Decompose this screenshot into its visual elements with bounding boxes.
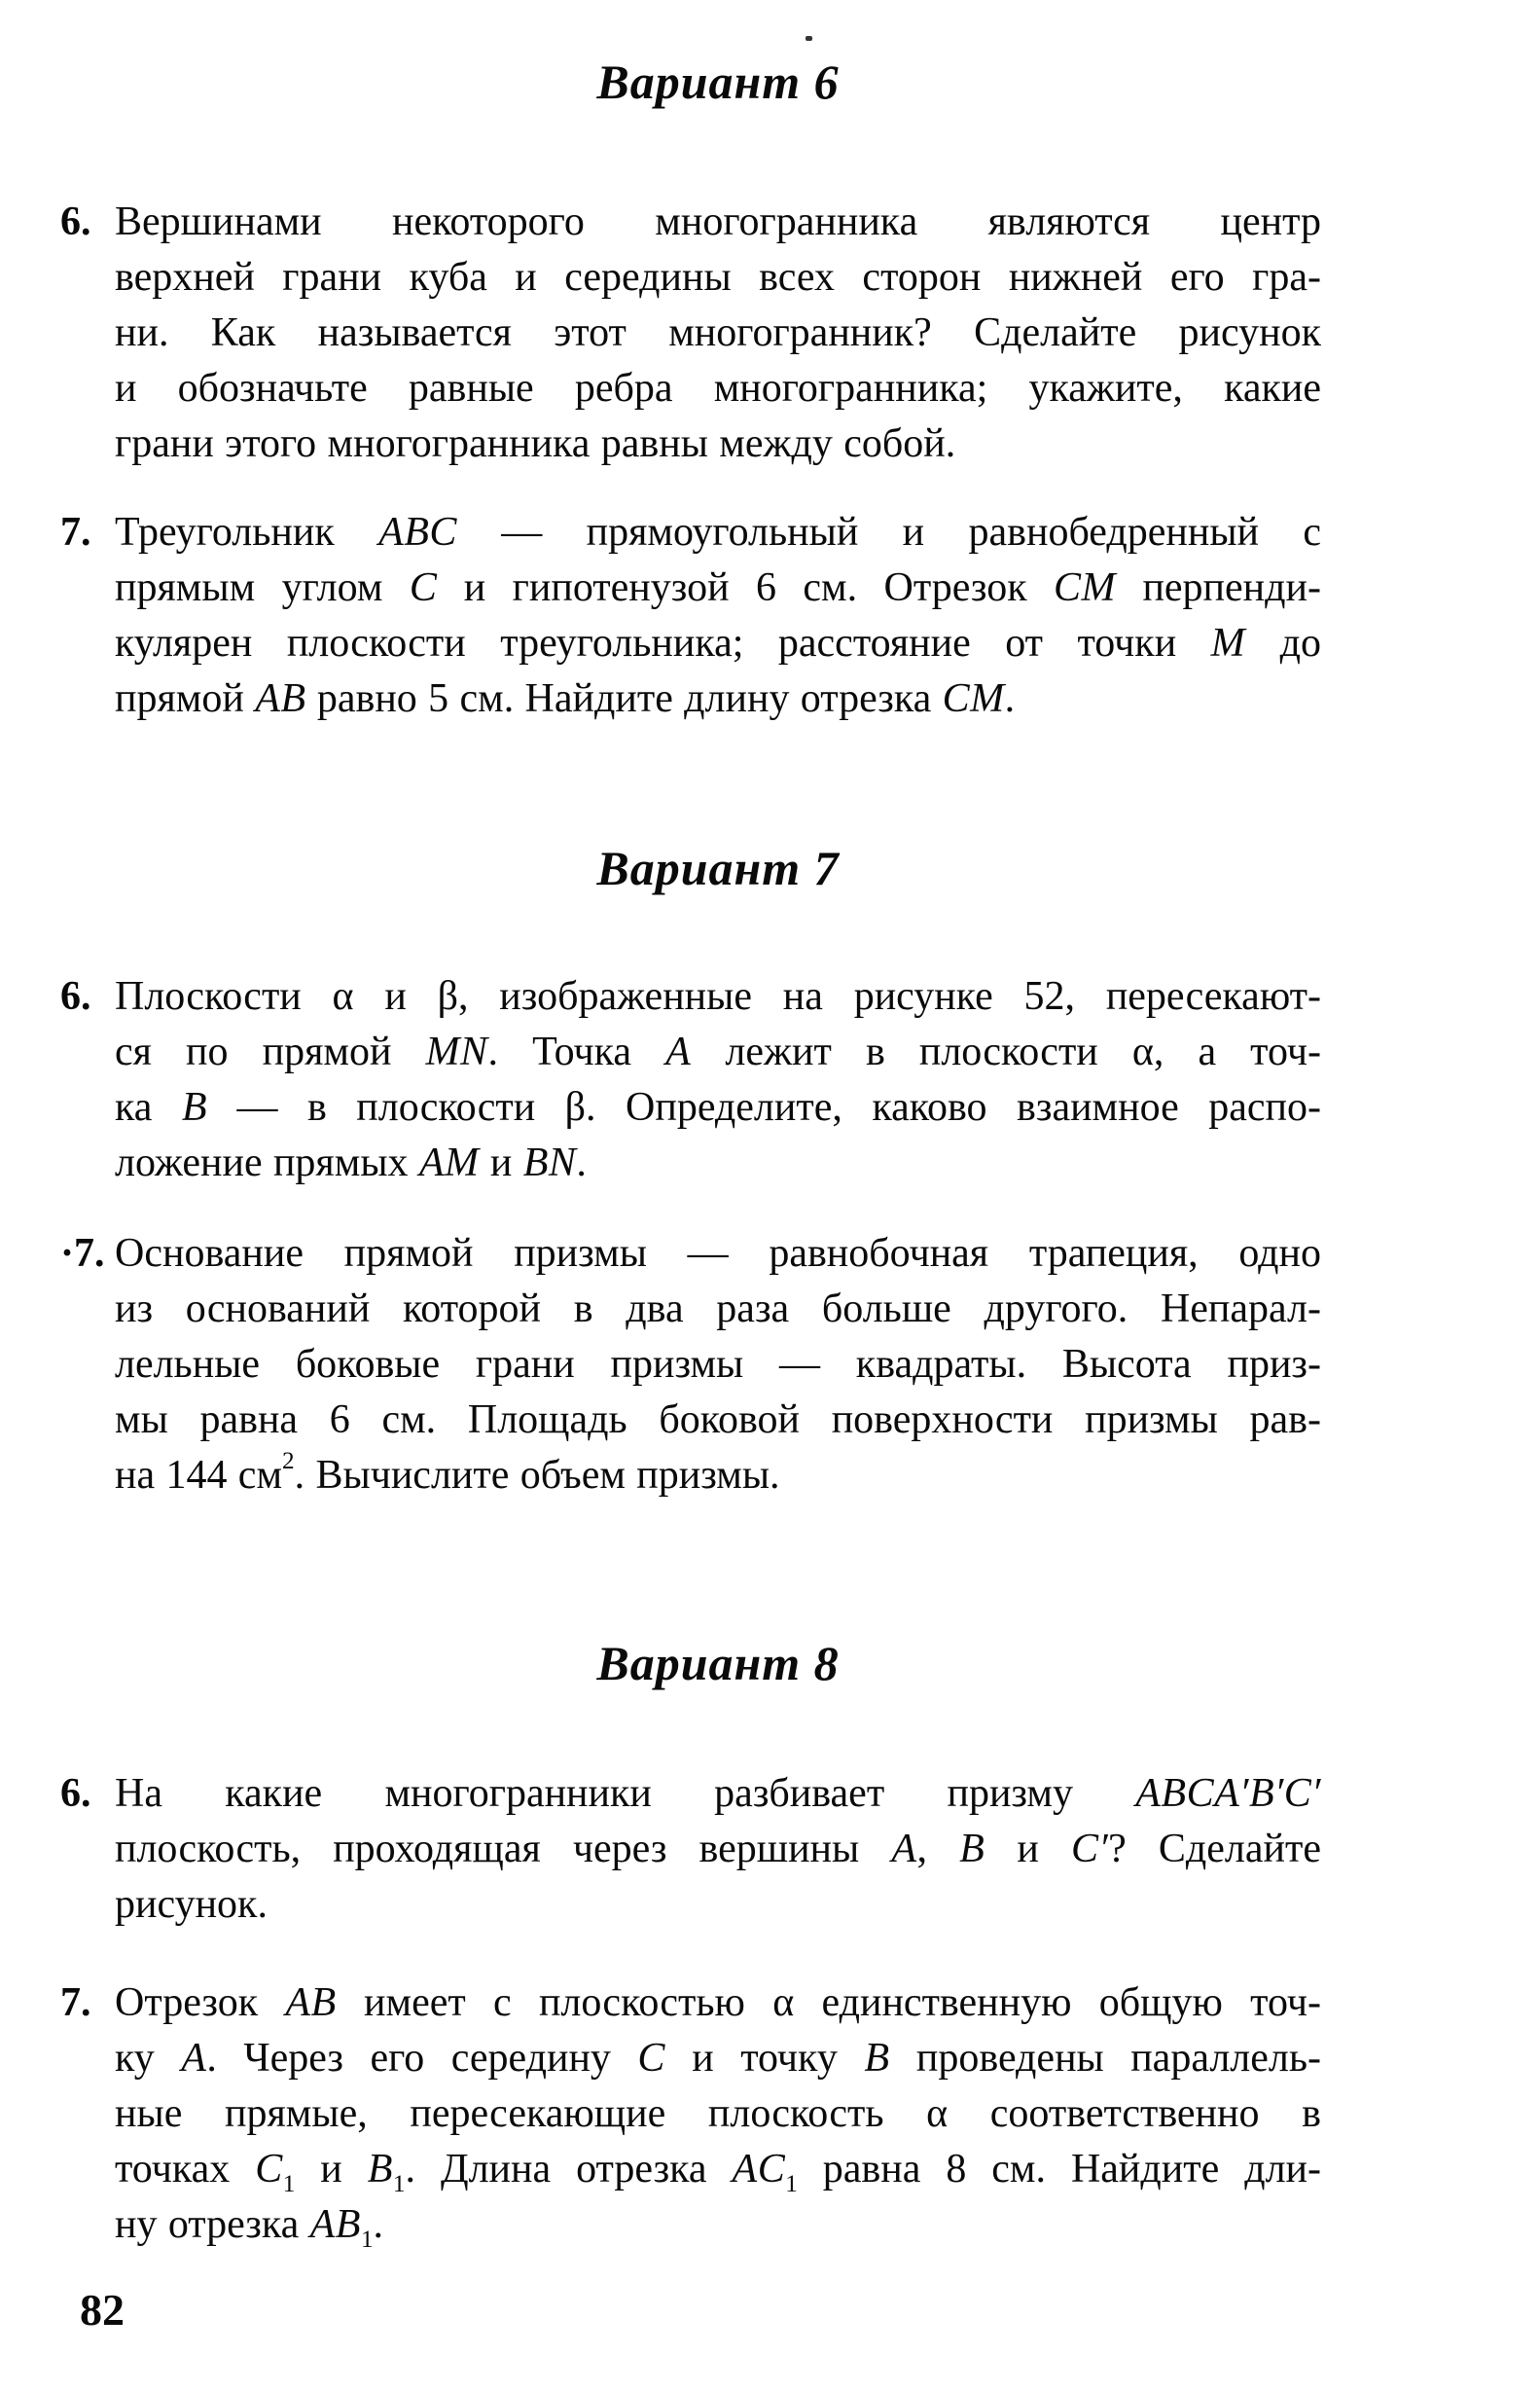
problem-line: Основание прямой призмы — равнобочная трапеция, одно (115, 1231, 1321, 1276)
problem-number: 6. (60, 974, 91, 1019)
problem-number: ·7. (60, 1231, 105, 1276)
problem-line: Вершинами некоторого многогранника являются центр (115, 199, 1321, 244)
problem-line: ложение прямых AM и BN. (115, 1141, 587, 1185)
problem-line: кулярен плоскости треугольника; расстояние от точки M до (115, 621, 1321, 666)
problem-line: на 144 $см^2$. Вычислите объем призмы. (115, 1448, 780, 1498)
page-number: 82 (80, 2285, 125, 2335)
problem (60, 505, 1321, 727)
problem-number: 7. (60, 510, 91, 555)
problem-line: плоскость, проходящая через вершины A, B и C′? Сделайте (115, 1827, 1321, 1871)
problem-line: Отрезок AB имеет с плоскостью α единственную общую точ- (115, 1980, 1321, 2025)
problem-line: ся по прямой MN. Точка A лежит в плоскости α, а точ- (115, 1030, 1321, 1074)
problem-line: грани этого многогранника равны между собой. (115, 421, 956, 466)
problem-line: Плоскости α и β, изображенные на рисунке 52, пересекают- (115, 974, 1321, 1019)
problem-line: прямым углом C и гипотенузой 6 см. Отрезок CM перпенди- (115, 565, 1321, 610)
problem-line: и обозначьте равные ребра многогранника; укажите, какие (115, 366, 1321, 411)
problem-line: Треугольник ABC — прямоугольный и равнобедренный с (115, 510, 1321, 555)
scan-artifact (806, 36, 812, 41)
section-heading-variant-8: Вариант 8 (596, 1636, 840, 1690)
problem (60, 1226, 1321, 1503)
problem-line: из оснований которой в два раза больше другого. Непарал- (115, 1286, 1321, 1331)
problem-number: 7. (60, 1980, 91, 2025)
problem-line: лельные боковые грани призмы — квадраты. Высота приз- (115, 1342, 1321, 1387)
problem-line: точках $C_1$ и $B_1$. Длина отрезка $AC_1$ равна 8 см. Найдите дли- (115, 2147, 1321, 2197)
section-heading-variant-6: Вариант 6 (596, 54, 840, 109)
problem (60, 1766, 1321, 1933)
problem-line: На какие многогранники разбивает призму ABCA′B′C′ (115, 1771, 1321, 1816)
problem (60, 195, 1321, 472)
problem-line: ну отрезка $AB_1$. (115, 2202, 384, 2253)
problem-line: мы равна 6 см. Площадь боковой поверхности призмы рав- (115, 1397, 1321, 1442)
problem-number: 6. (60, 199, 91, 244)
problem-line: прямой AB равно 5 см. Найдите длину отрезка CM. (115, 676, 1016, 721)
section-heading-variant-7: Вариант 7 (596, 841, 840, 895)
problem-line: ные прямые, пересекающие плоскость α соответственно в (115, 2091, 1321, 2136)
problem (60, 1975, 1321, 2253)
problem (60, 969, 1321, 1191)
problem-line: ка B — в плоскости β. Определите, каково взаимное распо- (115, 1085, 1321, 1130)
problem-line: рисунок. (115, 1882, 268, 1927)
problem-line: ку A. Через его середину C и точку B проведены параллель- (115, 2036, 1321, 2081)
problem-line: ни. Как называется этот многогранник? Сделайте рисунок (115, 310, 1321, 355)
problem-number: 6. (60, 1771, 91, 1816)
problem-line: верхней грани куба и середины всех сторон нижней его гра- (115, 255, 1321, 300)
